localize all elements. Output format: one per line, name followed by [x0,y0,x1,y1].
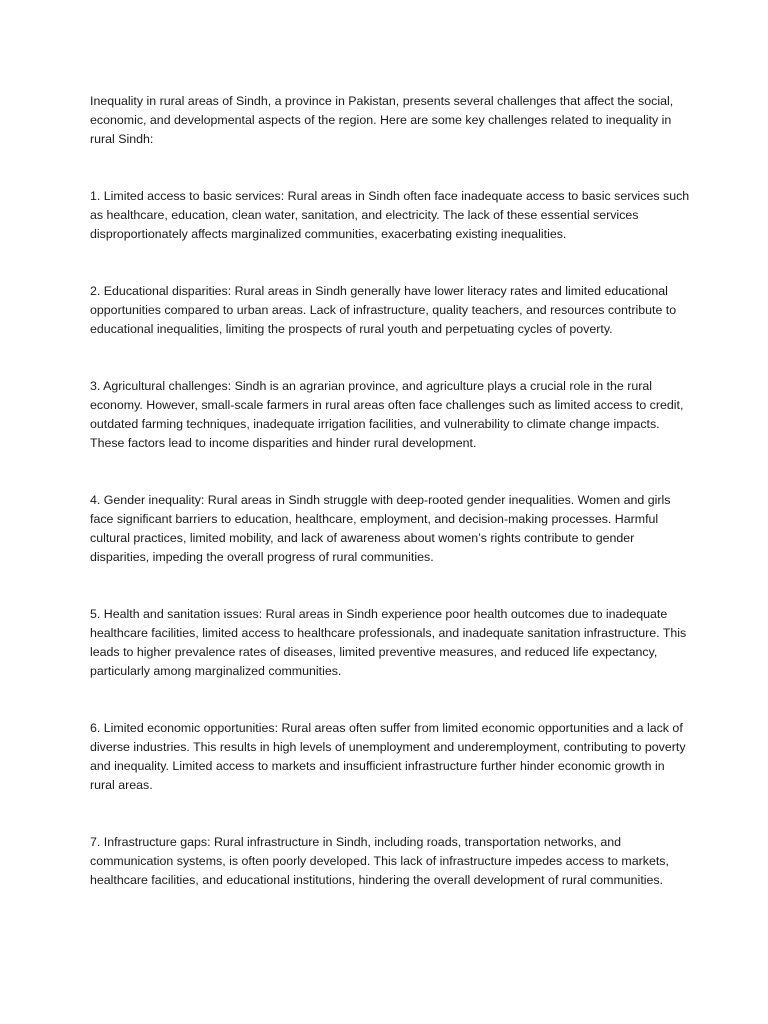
list-item: 6. Limited economic opportunities: Rural areas often suffer from limited economic opportunities and a lack of diverse industries. This results in high levels of unemployment and underemployment, contributing to poverty and inequality. Limited access to markets and insufficient infrastructure further hinder economic growth in rural areas. [90,721,686,792]
document-body [90,92,690,890]
list-item: 1. Limited access to basic services: Rural areas in Sindh often face inadequate access to basic services such as healthcare, education, clean water, sanitation, and electricity. The lack of these essential services disproportionately affects marginalized communities, exacerbating existing inequalities. [90,189,690,241]
intro-paragraph: Inequality in rural areas of Sindh, a province in Pakistan, presents several challenges that affect the social, economic, and developmental aspects of the region. Here are some key challenges related to inequality in rural Sindh: [90,94,674,146]
list-item: 4. Gender inequality: Rural areas in Sindh struggle with deep-rooted gender inequalities. Women and girls face significant barriers to education, healthcare, employment, and decision-making processes. Harmful cultural practices, limited mobility, and lack of awareness about women’s rights contribute to gender disparities, impeding the overall progress of rural communities. [90,493,671,564]
list-item: 3. Agricultural challenges: Sindh is an agrarian province, and agriculture plays a crucial role in the rural economy. However, small-scale farmers in rural areas often face challenges such as limited access to credit, outdated farming techniques, inadequate irrigation facilities, and vulnerability to climate change impacts. These factors lead to income disparities and hinder rural development. [90,379,684,450]
list-item: 7. Infrastructure gaps: Rural infrastructure in Sindh, including roads, transportation networks, and communication systems, is often poorly developed. This lack of infrastructure impedes access to markets, healthcare facilities, and educational institutions, hindering the overall development of rural communities. [90,835,669,887]
list-item: 2. Educational disparities: Rural areas in Sindh generally have lower literacy rates and limited educational opportunities compared to urban areas. Lack of infrastructure, quality teachers, and resources contribute to educational inequalities, limiting the prospects of rural youth and perpetuating cycles of poverty. [90,284,677,336]
list-item: 5. Health and sanitation issues: Rural areas in Sindh experience poor health outcomes due to inadequate healthcare facilities, limited access to healthcare professionals, and inadequate sanitation infrastructure. This leads to higher prevalence rates of diseases, limited preventive measures, and reduced life expectancy, particularly among marginalized communities. [90,607,687,678]
